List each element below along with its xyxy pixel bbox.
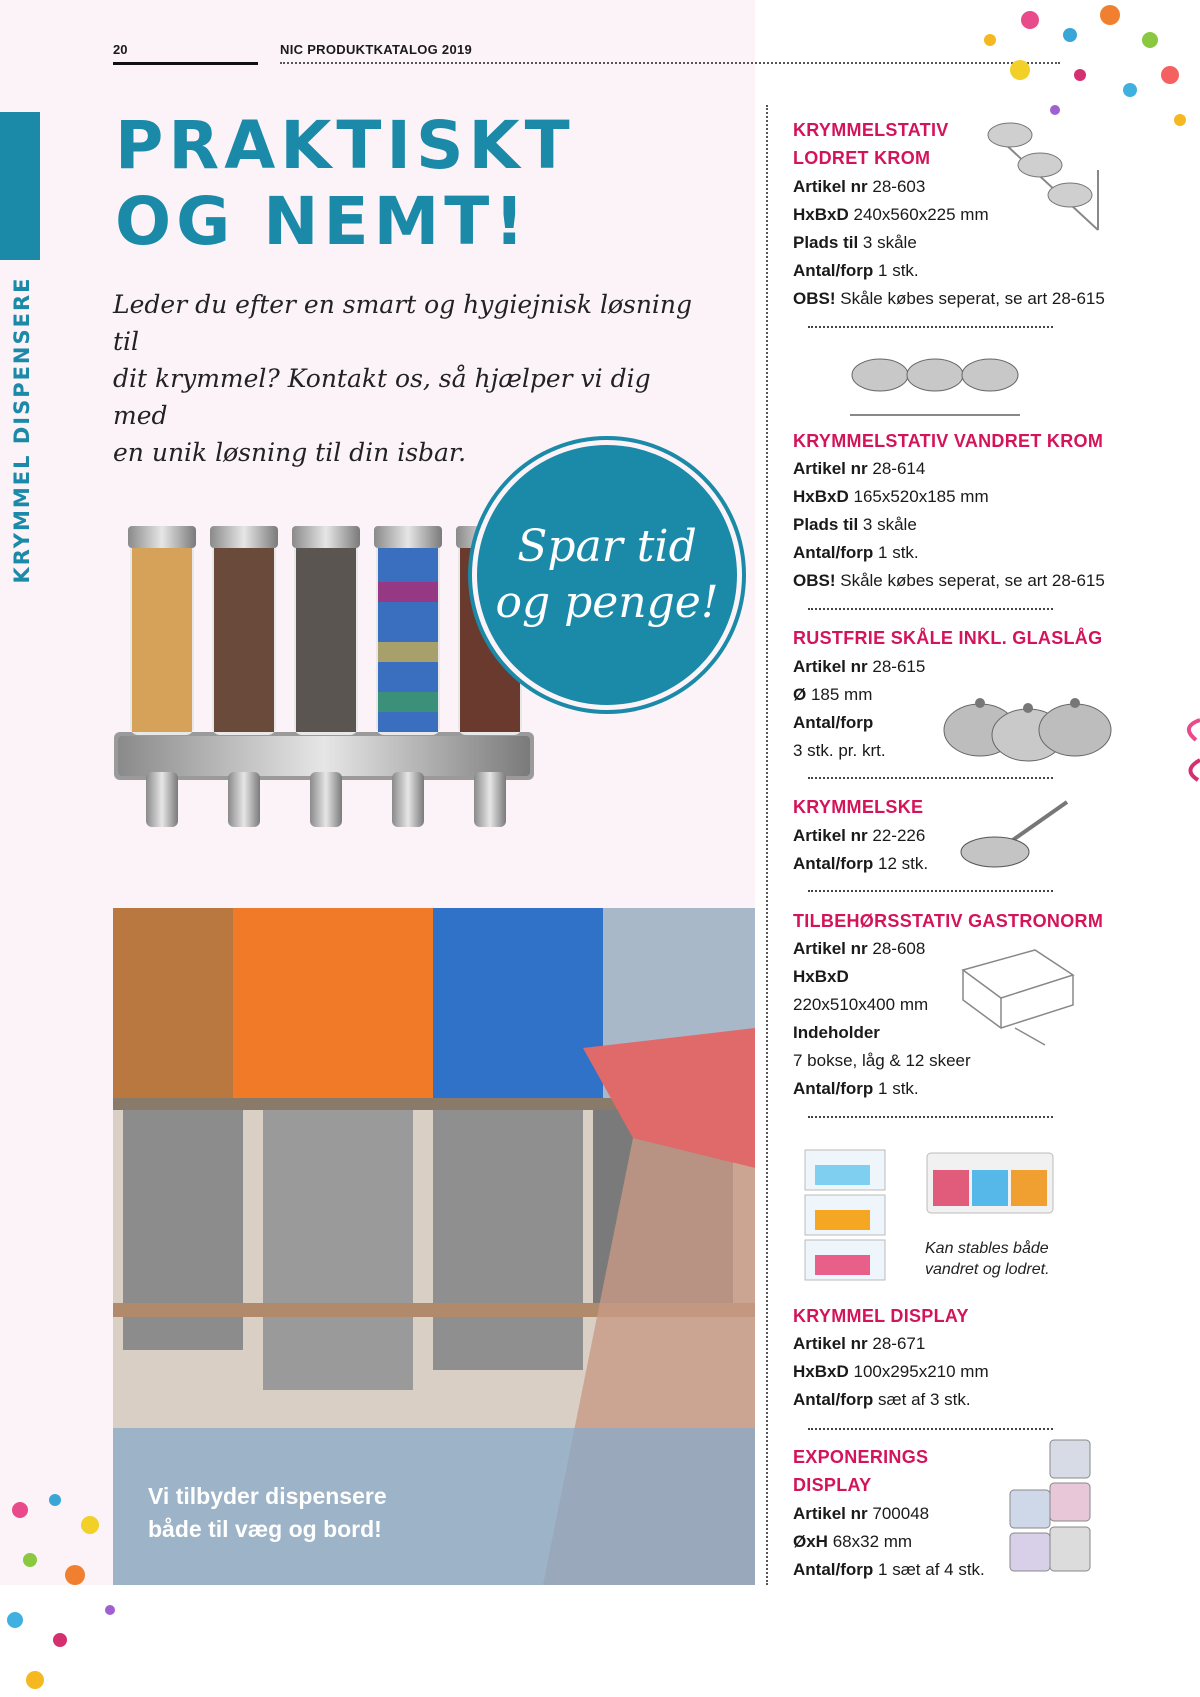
spec-label: OBS!	[793, 289, 836, 308]
product-separator	[808, 777, 1053, 779]
spec-label: Artikel nr	[793, 939, 868, 958]
spec-value: 28-615	[872, 657, 926, 676]
badge-text	[495, 519, 718, 631]
spec-label: Plads til	[793, 515, 859, 534]
page-headline	[115, 108, 575, 260]
headline-line-1: PRAKTISKT	[115, 107, 575, 184]
header-dotted-rule	[280, 62, 1060, 64]
catalog-title: NIC PRODUKTKATALOG 2019	[280, 42, 473, 57]
column-dotted-divider	[766, 105, 768, 1585]
spec-value: 1 stk.	[878, 543, 919, 562]
stack-note-line-2: vandret og lodret.	[925, 1261, 1050, 1278]
spec-value: 700048	[872, 1504, 930, 1523]
photo-caption-line-1: Vi tilbyder dispensere	[148, 1483, 387, 1509]
spec-value: 28-614	[872, 459, 926, 478]
gastronorm-stand-image	[955, 940, 1080, 1050]
spec-label: Antal/forp	[793, 1390, 874, 1409]
badge-line-1: Spar tid	[517, 521, 697, 572]
spec-row	[793, 173, 925, 201]
product-title-line: KRYMMELSTATIV	[793, 120, 949, 140]
photo-caption	[148, 1480, 387, 1546]
side-accent-bar	[0, 112, 40, 260]
spec-row	[793, 1075, 919, 1103]
product-title	[793, 116, 949, 172]
spec-label: Plads til	[793, 233, 859, 252]
spec-label: Antal/forp	[793, 543, 874, 562]
stack-note	[925, 1238, 1050, 1280]
side-section-label: KRYMMEL DISPENSERE	[10, 276, 34, 584]
spec-row	[793, 201, 989, 229]
confetti-decoration-top	[960, 0, 1200, 150]
horizontal-stand-image	[845, 345, 1025, 425]
spec-label: Antal/forp	[793, 854, 874, 873]
product-title-line: KRYMMELSTATIV VANDRET KROM	[793, 431, 1104, 451]
spec-value: 185 mm	[810, 685, 873, 704]
spec-label: Artikel nr	[793, 1504, 868, 1523]
stacked-display-image	[795, 1140, 900, 1290]
spec-value: 28-603	[872, 177, 926, 196]
spec-row	[793, 1358, 989, 1386]
spec-label: HxBxD	[793, 967, 849, 986]
sprinkle-jars-image	[1005, 1435, 1100, 1575]
spec-row	[793, 935, 925, 963]
spec-row	[793, 285, 1105, 313]
spec-value: 28-608	[872, 939, 926, 958]
spec-value: Skåle købes seperat, se art 28-615	[840, 289, 1105, 308]
product-title	[793, 1443, 928, 1499]
spec-value: 100x295x210 mm	[853, 1362, 989, 1381]
product-title-line: TILBEHØRSSTATIV GASTRONORM	[793, 911, 1104, 931]
spec-label: HxBxD	[793, 487, 849, 506]
spec-value: 22-226	[872, 826, 926, 845]
spec-row	[793, 1386, 971, 1414]
spec-value: 12 stk.	[878, 854, 929, 873]
spec-value: 1 sæt af 4 stk.	[878, 1560, 985, 1579]
product-title	[793, 907, 1103, 935]
spec-value: 68x32 mm	[832, 1532, 913, 1551]
spec-label: Artikel nr	[793, 459, 868, 478]
product-title-line: LODRET KROM	[793, 148, 931, 168]
spec-row	[793, 709, 873, 737]
spec-value: 165x520x185 mm	[853, 487, 989, 506]
spec-row	[793, 1528, 912, 1556]
spec-row	[793, 483, 989, 511]
intro-line-1: Leder du efter en smart og hygiejnisk løsning til	[113, 290, 693, 356]
spec-row	[793, 653, 925, 681]
product-title	[793, 624, 1102, 652]
spec-row	[793, 257, 919, 285]
product-title	[793, 1302, 969, 1330]
spec-label: HxBxD	[793, 1362, 849, 1381]
spec-value: 3 stk. pr. krt.	[793, 741, 886, 760]
spec-label: HxBxD	[793, 205, 849, 224]
product-separator	[808, 890, 1053, 892]
spec-row	[793, 511, 917, 539]
spec-label: Antal/forp	[793, 1079, 874, 1098]
spec-value: 1 stk.	[878, 261, 919, 280]
product-title-line: EXPONERINGS	[793, 1447, 929, 1467]
spec-label: Antal/forp	[793, 713, 874, 732]
confetti-decoration-edge	[1178, 715, 1200, 785]
confetti-decoration-bottom	[0, 1480, 140, 1697]
spec-row	[793, 822, 925, 850]
spec-value: Skåle købes seperat, se art 28-615	[840, 571, 1105, 590]
spec-label: Antal/forp	[793, 1560, 874, 1579]
spec-row	[793, 1330, 925, 1358]
spec-value: 28-671	[872, 1334, 926, 1353]
product-separator	[808, 608, 1053, 610]
spec-row	[793, 850, 928, 878]
page-number-underline	[113, 62, 258, 65]
product-separator	[808, 1428, 1053, 1430]
spec-label: ØxH	[793, 1532, 828, 1551]
spec-value: 3 skåle	[862, 515, 917, 534]
spec-value: 7 bokse, låg & 12 skeer	[793, 1051, 971, 1070]
spec-value: sæt af 3 stk.	[878, 1390, 971, 1409]
page-number: 20	[113, 42, 128, 57]
spec-label: Artikel nr	[793, 1334, 868, 1353]
spec-label: Artikel nr	[793, 657, 868, 676]
spec-row	[793, 1019, 880, 1047]
product-title-line: KRYMMELSKE	[793, 797, 924, 817]
product-title-line: KRYMMEL DISPLAY	[793, 1306, 969, 1326]
spec-label: Indeholder	[793, 1023, 880, 1042]
photo-caption-line-2: både til væg og bord!	[148, 1516, 382, 1542]
product-title-line: DISPLAY	[793, 1475, 872, 1495]
scoop-image	[955, 797, 1075, 872]
product-title	[793, 793, 923, 821]
spec-row	[793, 567, 1105, 595]
intro-line-3: en unik løsning til din isbar.	[113, 438, 467, 467]
spec-row	[793, 1556, 985, 1584]
horizontal-display-image	[925, 1148, 1055, 1218]
spec-label: Antal/forp	[793, 261, 874, 280]
spec-label: Artikel nr	[793, 826, 868, 845]
spec-row	[793, 737, 886, 765]
spec-row	[793, 455, 925, 483]
spec-value: 3 skåle	[862, 233, 917, 252]
product-separator	[808, 1116, 1053, 1118]
stack-note-line-1: Kan stables både	[925, 1240, 1049, 1257]
spec-label: Artikel nr	[793, 177, 868, 196]
headline-line-2: OG NEMT!	[115, 183, 530, 260]
spec-row	[793, 229, 917, 257]
product-title-line: RUSTFRIE SKÅLE INKL. GLASLÅG	[793, 628, 1103, 648]
badge-line-2: og penge!	[495, 577, 719, 628]
spec-value: 1 stk.	[878, 1079, 919, 1098]
product-separator	[808, 326, 1053, 328]
spec-row	[793, 1500, 929, 1528]
bowls-with-lids-image	[940, 675, 1115, 770]
spec-label: OBS!	[793, 571, 836, 590]
spec-row	[793, 681, 872, 709]
spec-label: Ø	[793, 685, 807, 704]
product-title	[793, 427, 1103, 455]
spec-row	[793, 1047, 971, 1075]
promo-badge	[472, 440, 742, 710]
spec-row	[793, 991, 928, 1019]
spec-value: 220x510x400 mm	[793, 995, 929, 1014]
intro-line-2: dit krymmel? Kontakt os, så hjælper vi dig med	[113, 364, 651, 430]
spec-row	[793, 539, 919, 567]
spec-row	[793, 963, 849, 991]
spec-value: 240x560x225 mm	[853, 205, 989, 224]
